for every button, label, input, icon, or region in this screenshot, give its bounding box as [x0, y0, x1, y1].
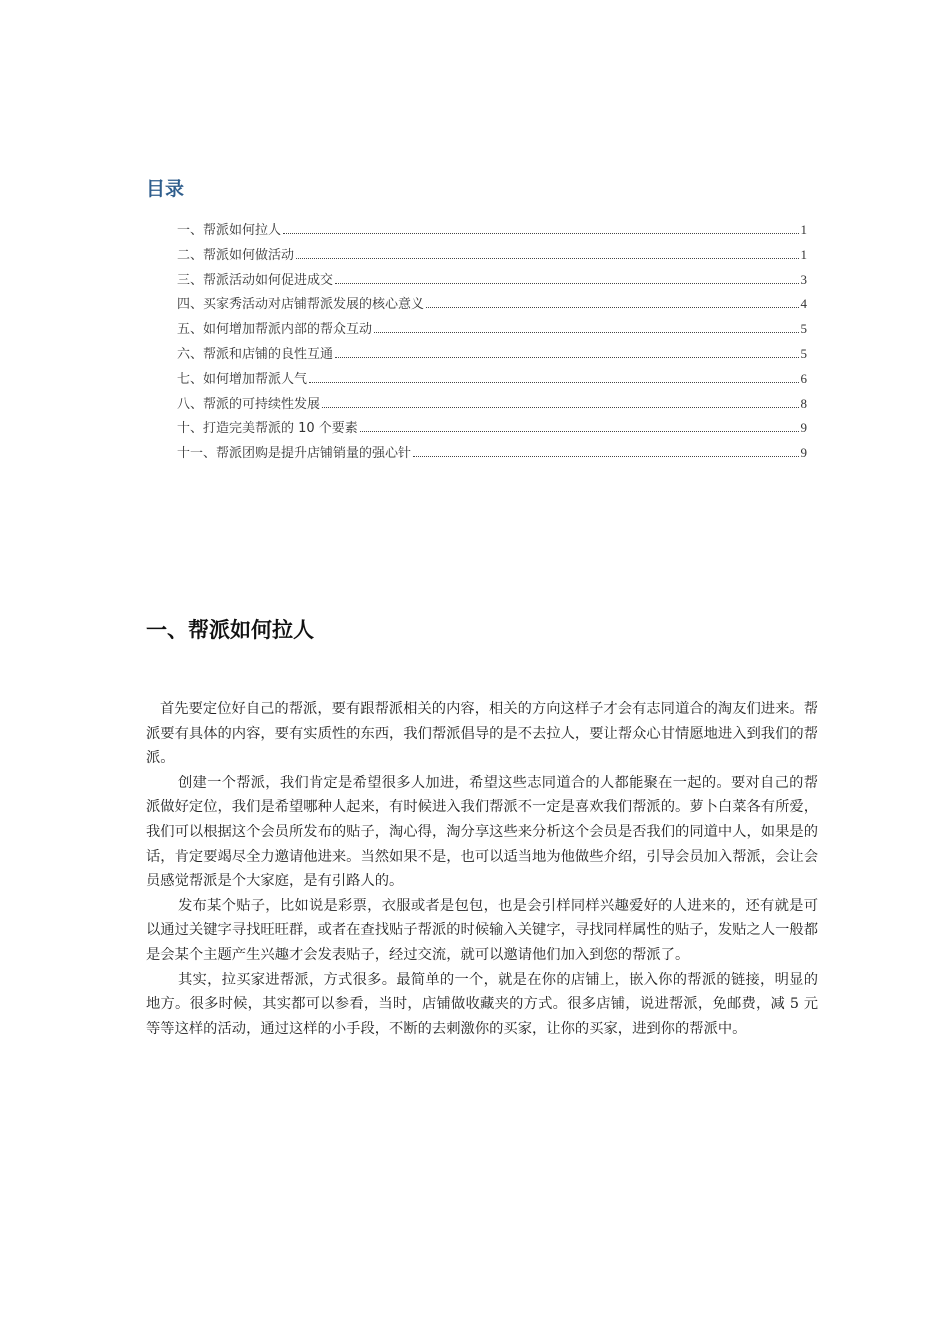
toc-entry-page: 9 [800, 445, 807, 461]
toc-entry-page: 1 [800, 222, 807, 237]
table-of-contents [177, 219, 807, 467]
toc-entry-page: 4 [800, 296, 807, 312]
toc-title: 目录 [146, 178, 185, 200]
toc-entry-page: 3 [800, 271, 807, 287]
toc-entry[interactable] [177, 442, 807, 467]
toc-entry-label: 十、打造完美帮派的 10 个要素 [177, 421, 358, 437]
toc-entry-label: 三、帮派活动如何促进成交 [177, 272, 334, 288]
toc-entry-page: 1 [800, 246, 807, 262]
toc-entry-label: 七、如何增加帮派人气 [177, 371, 308, 387]
section-body [146, 697, 818, 1041]
toc-entry-label: 一、帮派如何拉人 [177, 223, 282, 238]
toc-leader-dots [374, 331, 798, 333]
toc-entry-label: 四、买家秀活动对店铺帮派发展的核心意义 [177, 297, 425, 313]
toc-entry[interactable] [177, 293, 807, 318]
toc-entry[interactable] [177, 219, 807, 244]
toc-leader-dots [335, 356, 798, 358]
toc-entry[interactable] [177, 244, 807, 269]
toc-entry[interactable] [177, 368, 807, 393]
body-paragraph: 其实，拉买家进帮派，方式很多。最简单的一个，就是在你的店铺上，嵌入你的帮派的链接，明显的地方。很多时候，其实都可以参看，当时，店铺做收藏夹的方式。很多店铺，说进帮派，免邮费，减 5 元等等这样的活动，通过这样的小手段，不断的去刺激你的买家，让你的买家，进到你的帮派中。 [146, 971, 818, 1037]
toc-entry-label: 二、帮派如何做活动 [177, 247, 295, 263]
toc-entry-page: 5 [800, 321, 807, 337]
toc-leader-dots [283, 232, 798, 234]
toc-entry-label: 八、帮派的可持续性发展 [177, 396, 321, 412]
toc-entry[interactable] [177, 343, 807, 368]
body-paragraph: 首先要定位好自己的帮派，要有跟帮派相关的内容，相关的方向这样子才会有志同道合的淘友们进来。帮派要有具体的内容，要有实质性的东西，我们帮派倡导的是不去拉人，要让帮众心甘情愿地进入到我们的帮派。 [146, 701, 818, 767]
toc-entry[interactable] [177, 417, 807, 442]
toc-leader-dots [322, 406, 798, 408]
toc-entry-label: 十一、帮派团购是提升店铺销量的强心针 [177, 446, 412, 462]
toc-entry[interactable] [177, 393, 807, 418]
toc-entry-page: 9 [800, 420, 807, 436]
body-paragraph: 创建一个帮派，我们肯定是希望很多人加进，希望这些志同道合的人都能聚在一起的。要对自己的帮派做好定位，我们是希望哪种人起来，有时候进入我们帮派不一定是喜欢我们帮派的。萝卜白菜各有所爱，我们可以根据这个会员所发布的贴子，淘心得，淘分享这些来分析这个会员是否我们的同道中人，如果是的话，肯定要竭尽全力邀请他进来。当然如果不是，也可以适当地为他做些介绍，引导会员加入帮派，会让会员感觉帮派是个大家庭，是有引路人的。 [146, 774, 818, 890]
toc-entry-page: 5 [800, 345, 807, 361]
toc-leader-dots [309, 381, 798, 383]
toc-entry[interactable] [177, 269, 807, 294]
toc-leader-dots [413, 455, 798, 457]
toc-leader-dots [360, 430, 799, 432]
toc-entry[interactable] [177, 318, 807, 343]
toc-entry-page: 8 [800, 395, 807, 411]
toc-leader-dots [296, 257, 798, 259]
toc-entry-label: 五、如何增加帮派内部的帮众互动 [177, 322, 373, 338]
toc-entry-page: 6 [800, 370, 807, 386]
toc-leader-dots [426, 306, 798, 308]
body-paragraph: 发布某个贴子，比如说是彩票，衣服或者是包包，也是会引样同样兴趣爱好的人进来的，还有就是可以通过关键字寻找旺旺群，或者在查找贴子帮派的时候输入关键字，寻找同样属性的贴子，发贴之人一般都是会某个主题产生兴趣才会发表贴子，经过交流，就可以邀请他们加入到您的帮派了。 [146, 897, 818, 963]
toc-leader-dots [335, 282, 798, 284]
section-heading: 一、帮派如何拉人 [146, 618, 314, 642]
toc-entry-label: 六、帮派和店铺的良性互通 [177, 346, 334, 362]
